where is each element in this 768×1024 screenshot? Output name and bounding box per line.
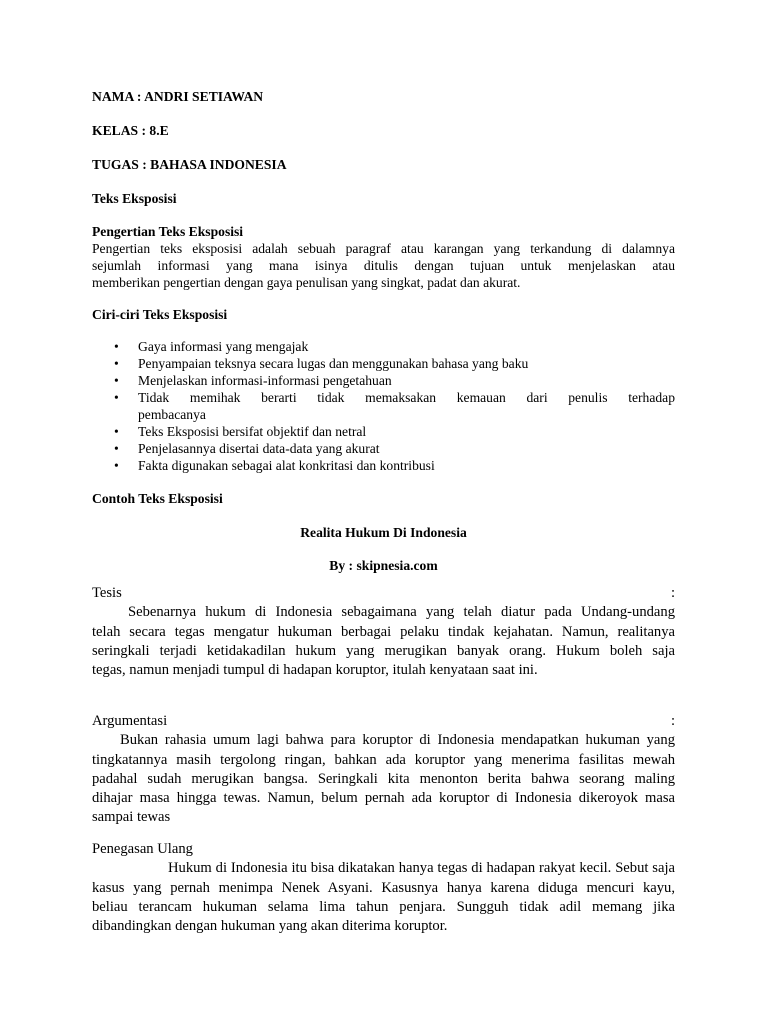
student-class: KELAS : 8.E (92, 123, 169, 138)
essay-byline: By : skipnesia.com (329, 558, 438, 573)
list-item: • Fakta digunakan sebagai alat konkritasi dan kontribusi (92, 457, 675, 474)
paragraph-line: sejumlah informasi yang mana isinya ditulis dengan tujuan untuk menjelaskan atau (92, 258, 675, 273)
paragraph-line: padahal sudah merugikan bangsa. Seringkali kita menonton berita bahwa seorang maling (92, 770, 675, 787)
list-item: • Menjelaskan informasi-informasi pengetahuan (92, 372, 675, 389)
list-item: • Penjelasannya disertai data-data yang akurat (92, 440, 675, 457)
paragraph-line: memberikan pengertian dengan gaya penulisan yang singkat, padat dan akurat. (92, 275, 521, 290)
colon-mark: : (670, 713, 675, 729)
list-item-continuation: pembacanya (138, 407, 206, 422)
essay-title: Realita Hukum Di Indonesia (300, 525, 467, 540)
tesis-section (92, 584, 675, 680)
list-item: • Teks Eksposisi bersifat objektif dan netral (92, 423, 675, 440)
tesis-label: Tesis (92, 585, 122, 601)
paragraph-line: dihajar masa hingga tewas. Namun, belum pernah ada koruptor di Indonesia dikeroyok masa (92, 790, 675, 807)
argumentasi-label: Argumentasi (92, 713, 168, 729)
paragraph-line: seringkali terjadi ketidakadilan hukum yang merugikan banyak orang. Hukum boleh saja (92, 642, 675, 659)
section-label-row (92, 712, 675, 731)
pengertian-paragraph (92, 240, 675, 291)
ciri-list-continued (92, 423, 675, 474)
pengertian-heading: Pengertian Teks Eksposisi (92, 224, 244, 239)
list-item: • Tidak memihak berarti tidak memaksakan kemauan dari penulis terhadap (92, 389, 675, 406)
paragraph-line: sampai tewas (92, 809, 171, 826)
penegasan-section (92, 840, 675, 936)
ciri-list (92, 338, 675, 406)
list-item: • Penyampaian teksnya secara lugas dan menggunakan bahasa yang baku (92, 355, 675, 372)
paragraph-line: Hukum di Indonesia itu bisa dikatakan hanya tegas di hadapan rakyat kecil. Sebut saja (168, 860, 675, 877)
penegasan-label: Penegasan Ulang (92, 841, 193, 857)
paragraph-line: dibandingkan dengan hukuman yang akan diterima koruptor. (92, 918, 448, 935)
argumentasi-section (92, 712, 675, 828)
paragraph-line: tingkatannya masih tergolong ringan, bahkan ada koruptor yang menerima fasilitas mewah (92, 751, 675, 768)
document-title: Teks Eksposisi (92, 191, 177, 206)
paragraph-line: Sebenarnya hukum di Indonesia sebagaimana yang telah diatur pada Undang-undang (128, 604, 675, 621)
section-label-row (92, 584, 675, 603)
paragraph-line: beliau terancam hukuman selama lima tahun penjara. Sungguh tidak adil memang jika (92, 898, 675, 915)
student-name: NAMA : ANDRI SETIAWAN (92, 89, 264, 104)
paragraph-line: kasus yang pernah menimpa Nenek Asyani. Kasusnya hanya karena diduga mencuri kayu, (92, 879, 675, 896)
paragraph-line: Bukan rahasia umum lagi bahwa para koruptor di Indonesia mendapatkan hukuman yang (120, 732, 675, 749)
list-item: • Gaya informasi yang mengajak (92, 338, 675, 355)
paragraph-line: telah secara tegas mengatur hukuman berbagai pelaku tindak kejahatan. Namun, realitanya (92, 623, 675, 640)
colon-mark: : (670, 585, 675, 601)
paragraph-line: tegas, namun menjadi tumpul di hadapan koruptor, itulah kenyataan saat ini. (92, 662, 538, 679)
contoh-heading: Contoh Teks Eksposisi (92, 491, 223, 506)
ciri-heading: Ciri-ciri Teks Eksposisi (92, 307, 228, 322)
paragraph-line: Pengertian teks eksposisi adalah sebuah paragraf atau karangan yang terkandung di dalamnya (92, 241, 675, 256)
assignment-subject: TUGAS : BAHASA INDONESIA (92, 157, 287, 172)
